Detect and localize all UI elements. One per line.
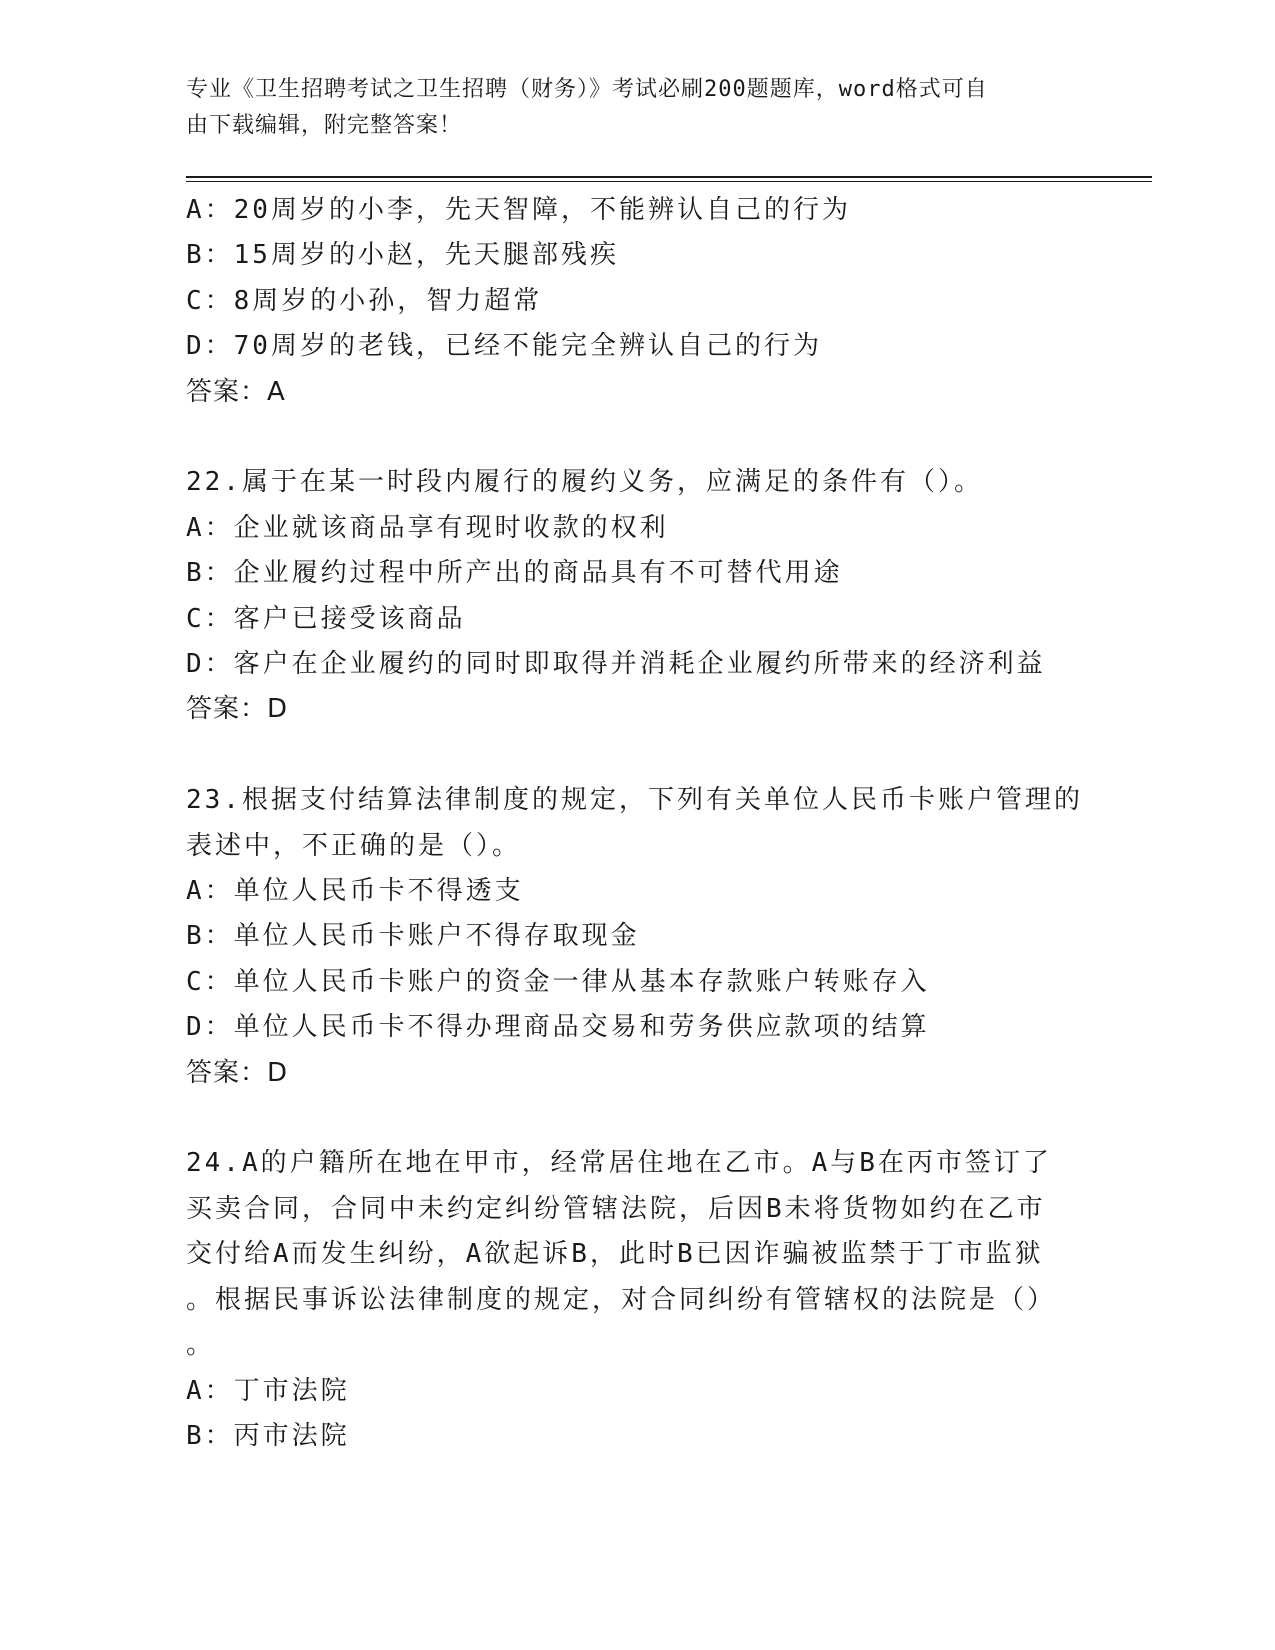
option-b: B：15周岁的小赵，先天腿部残疾 [186,240,619,271]
answer: 答案：D [186,1057,289,1088]
option-a: A：20周岁的小李，先天智障，不能辨认自己的行为 [186,195,851,225]
divider-thin-line [186,181,1152,182]
question-content [186,188,1086,1459]
option-d: D：客户在企业履约的同时即取得并消耗企业履约所带来的经济利益 [186,649,1046,680]
question-stem: 22.属于在某一时段内履行的履约义务，应满足的条件有（）。 [186,467,983,498]
header-line-1: 专业《卫生招聘考试之卫生招聘（财务）》考试必刷200题题库，word格式可自 [186,77,988,102]
question-stem-line-2: 买卖合同，合同中未约定纠纷管辖法院，后因B未将货物如约在乙市 [186,1193,1046,1224]
option-c: C：客户已接受该商品 [186,603,466,634]
option-d: D：单位人民币卡不得办理商品交易和劳务供应款项的结算 [186,1012,930,1043]
option-c: C：单位人民币卡账户的资金一律从基本存款账户转账存入 [186,966,930,997]
header-divider [186,176,1152,183]
question-stem-line-4: 。根据民事诉讼法律制度的规定，对合同纠纷有管辖权的法院是（） [186,1284,1057,1315]
answer: 答案：D [186,694,289,725]
question-23 [186,778,1086,1096]
spacer [186,733,1086,778]
question-24 [186,1141,1086,1459]
question-22 [186,460,1086,732]
header-line-2: 由下载编辑，附完整答案！ [186,113,463,138]
option-a: A：丁市法院 [186,1375,350,1406]
option-a: A：单位人民币卡不得透支 [186,876,524,907]
question-stem-line-3: 交付给A而发生纠纷，A欲起诉B，此时B已因诈骗被监禁于丁市监狱 [186,1239,1044,1270]
option-a: A：企业就该商品享有现时收款的权利 [186,512,669,543]
question-21 [186,188,1086,415]
question-stem-line-2: 表述中，不正确的是（）。 [186,830,522,861]
spacer [186,1096,1086,1141]
answer: 答案：A [186,376,286,407]
divider-thick-line [186,176,1152,178]
option-d: D：70周岁的老钱，已经不能完全辨认自己的行为 [186,331,822,362]
option-b: B：企业履约过程中所产出的商品具有不可替代用途 [186,558,843,589]
option-c: C：8周岁的小孙，智力超常 [186,285,543,316]
document-header [186,72,1066,144]
option-b: B：单位人民币卡账户不得存取现金 [186,921,640,952]
question-stem-line-1: 23.根据支付结算法律制度的规定，下列有关单位人民币卡账户管理的 [186,785,1083,816]
option-b: B：丙市法院 [186,1420,350,1451]
spacer [186,415,1086,460]
question-stem-line-5: 。 [186,1330,216,1361]
question-stem-line-1: 24.A的户籍所在地在甲市，经常居住地在乙市。A与B在丙市签订了 [186,1148,1052,1179]
